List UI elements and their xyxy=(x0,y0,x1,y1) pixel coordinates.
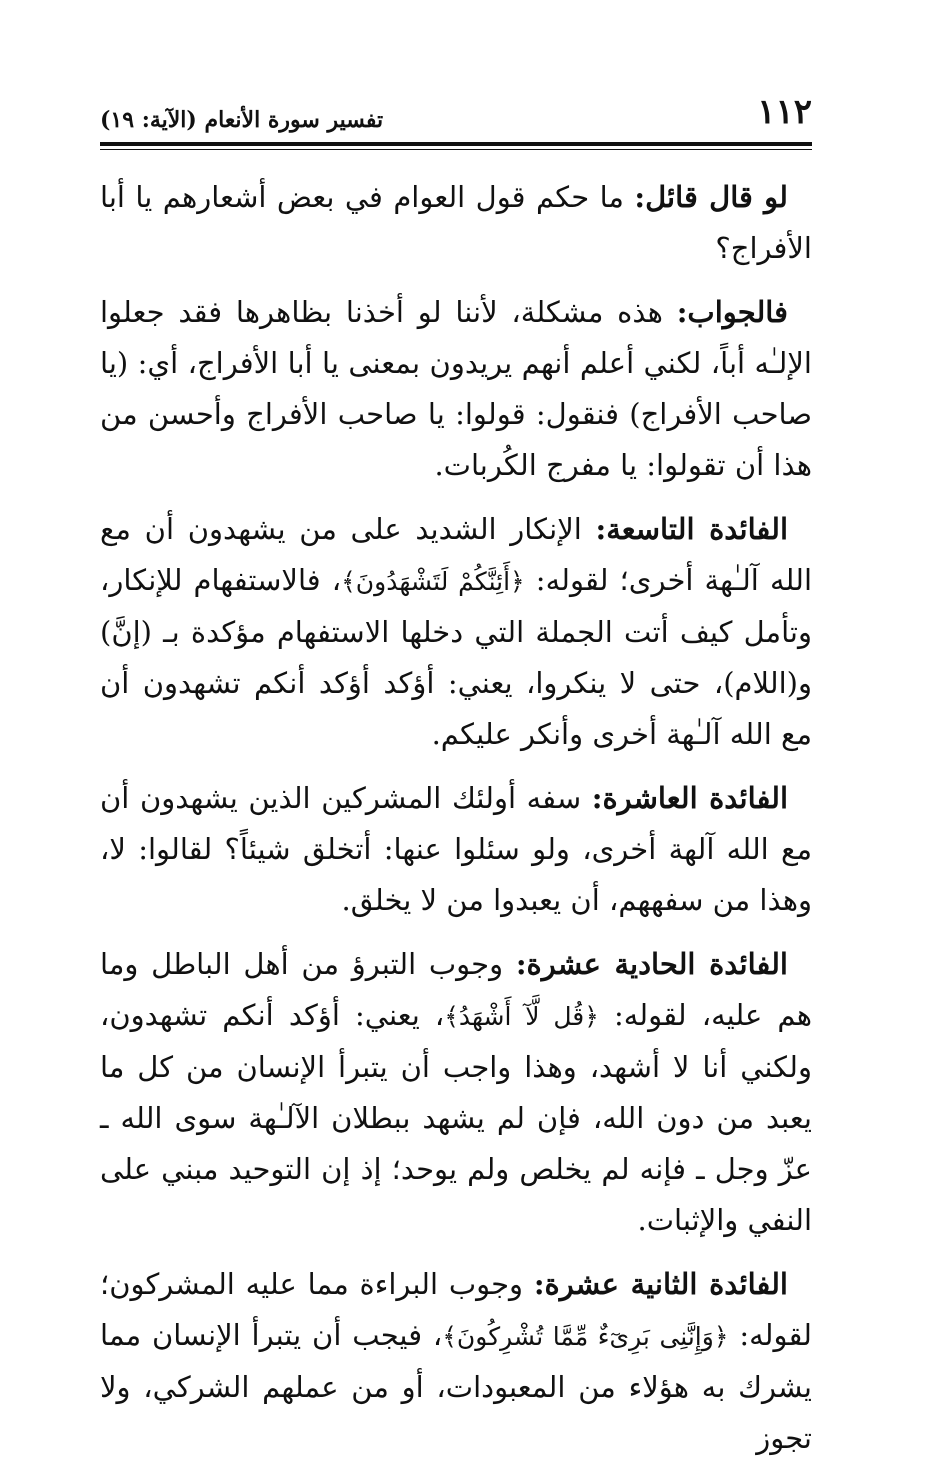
paragraph-lead: لو قال قائل: xyxy=(634,180,788,214)
quran-quote: ﴿وَإِنَّنِى بَرِىٓءٌ مِّمَّا تُشْرِكُونَ﴾ xyxy=(442,1322,729,1351)
paragraph-text-after: ، فيجب أن يتبرأ الإنسان مما يشرك به هؤلاء من المعبودات، أو من عملهم الشركي، ولا تجوز xyxy=(100,1318,812,1455)
page-number: ١١٢ xyxy=(757,92,812,132)
header-rule-thin xyxy=(100,149,812,150)
paragraph-text-after: ، يعني: أؤكد أنكم تشهدون، ولكني أنا لا أشهد، وهذا واجب أن يتبرأ الإنسان من كل ما يعبد من دون الله، فإن لم يشهد ببطلان الآلـٰهة سوى الله ـ عزّ وجل ـ فإنه لم يخلص ولم يوحد؛ إذ إن التوحيد مبني على النفي والإثبات. xyxy=(100,998,812,1237)
header-rule-thick xyxy=(100,142,812,146)
paragraph-benefit-11 xyxy=(100,939,812,1246)
paragraph-text: ما حكم قول العوام في بعض أشعارهم يا أبا الأفراج؟ xyxy=(100,180,812,265)
paragraph-benefit-10 xyxy=(100,773,812,926)
paragraph-lead: الفائدة الحادية عشرة: xyxy=(515,947,788,981)
paragraph-text-after: ، فالاستفهام للإنكار، وتأمل كيف أتت الجملة التي دخلها الاستفهام مؤكدة بـ (إنَّ) و(اللام)، حتى لا ينكروا، يعني: أؤكد أؤكد أنكم تشهدون أن مع الله آلـٰهة أخرى وأنكر عليكم. xyxy=(100,563,812,751)
paragraph-text-before: وجوب البراءة مما عليه المشركون؛ لقوله: xyxy=(100,1267,812,1352)
paragraph-text-before: وجوب التبرؤ من أهل الباطل وما هم عليه، لقوله: xyxy=(100,947,812,1032)
quran-quote: ﴿قُل لَّآ أَشْهَدُ﴾ xyxy=(444,1002,599,1031)
paragraph-text: سفه أولئك المشركين الذين يشهدون أن مع الله آلهة أخرى، ولو سئلوا عنها: أتخلق شيئاً؟ لقالوا: لا، وهذا من سفههم، أن يعبدوا من لا يخلق. xyxy=(100,781,812,917)
quran-quote: ﴿أَئِنَّكُمْ لَتَشْهَدُونَ﴾ xyxy=(341,567,525,596)
paragraph-text: هذه مشكلة، لأننا لو أخذنا بظاهرها فقد جعلوا الإلـٰه أباً، لكني أعلم أنهم يريدون بمعنى يا أبا الأفراج، أي: (يا صاحب الأفراج) فنقول: قولوا: يا صاحب الأفراج وأحسن من هذا أن تقولوا: يا مفرج الكُربات. xyxy=(100,295,812,482)
paragraph-benefit-9 xyxy=(100,504,812,760)
paragraph-benefit-12 xyxy=(100,1259,812,1464)
paragraph-lead: الفائدة التاسعة: xyxy=(595,512,788,546)
page-body xyxy=(100,172,812,1477)
running-title: تفسير سورة الأنعام (الآية: ١٩) xyxy=(100,107,384,133)
paragraph-text-before: الإنكار الشديد على من يشهدون أن مع الله آلـٰهة أخرى؛ لقوله: xyxy=(100,512,813,597)
paragraph-lead: الفائدة الثانية عشرة: xyxy=(533,1267,788,1301)
paragraph-lead: الفائدة العاشرة: xyxy=(591,781,789,815)
paragraph-lead: فالجواب: xyxy=(676,295,788,329)
paragraph-question xyxy=(100,172,812,274)
page-header xyxy=(100,92,812,142)
paragraph-answer xyxy=(100,287,812,491)
